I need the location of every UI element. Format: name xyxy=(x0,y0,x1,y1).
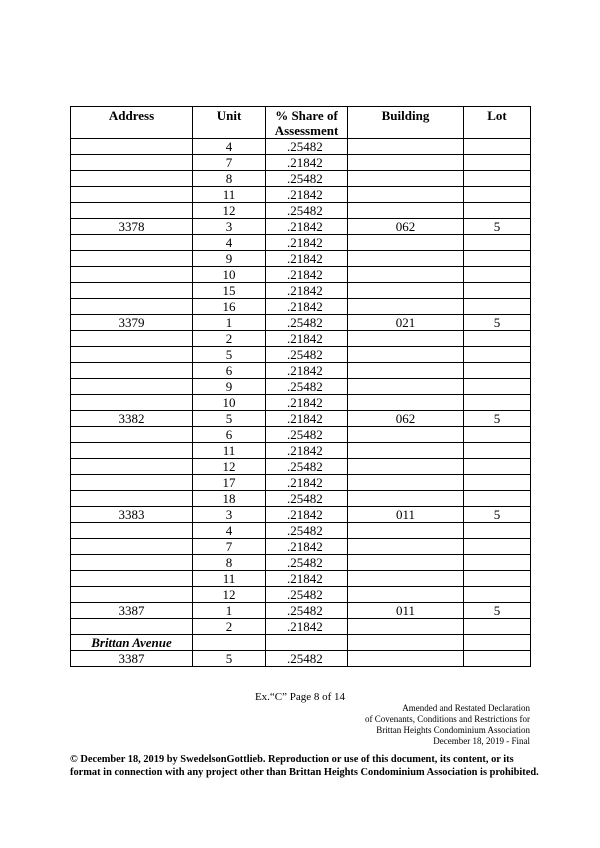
table-body xyxy=(71,139,531,667)
cell-building: 011 xyxy=(348,603,464,619)
table-row xyxy=(71,539,531,555)
cell-unit: 7 xyxy=(193,539,266,555)
table-row xyxy=(71,235,531,251)
cell-unit: 17 xyxy=(193,475,266,491)
cell-share: .21842 xyxy=(266,619,348,635)
cell-lot xyxy=(464,203,531,219)
table-row xyxy=(71,219,531,235)
cell-address xyxy=(71,283,193,299)
cell-share: .21842 xyxy=(266,331,348,347)
cell-building xyxy=(348,155,464,171)
cell-share: .25482 xyxy=(266,171,348,187)
cell-building: 062 xyxy=(348,411,464,427)
cell-building xyxy=(348,523,464,539)
header-building: Building xyxy=(348,107,464,139)
cell-lot: 5 xyxy=(464,411,531,427)
cell-unit: 10 xyxy=(193,395,266,411)
cell-lot: 5 xyxy=(464,603,531,619)
cell-unit: 9 xyxy=(193,251,266,267)
cell-address xyxy=(71,267,193,283)
cell-address: 3387 xyxy=(71,603,193,619)
cell-address xyxy=(71,395,193,411)
cell-lot xyxy=(464,539,531,555)
document-note xyxy=(365,703,530,747)
cell-building xyxy=(348,379,464,395)
cell-share: .25482 xyxy=(266,587,348,603)
cell-share: .25482 xyxy=(266,603,348,619)
cell-building xyxy=(348,395,464,411)
cell-unit: 2 xyxy=(193,331,266,347)
cell-building xyxy=(348,651,464,667)
table-row xyxy=(71,283,531,299)
cell-address xyxy=(71,619,193,635)
cell-lot xyxy=(464,459,531,475)
cell-building: 021 xyxy=(348,315,464,331)
cell-lot xyxy=(464,571,531,587)
header-share-line2: Assessment xyxy=(274,123,339,138)
table-row xyxy=(71,203,531,219)
cell-lot xyxy=(464,139,531,155)
cell-unit: 4 xyxy=(193,523,266,539)
cell-unit: 18 xyxy=(193,491,266,507)
cell-address xyxy=(71,299,193,315)
table-row xyxy=(71,491,531,507)
cell-address: 3387 xyxy=(71,651,193,667)
cell-unit: 11 xyxy=(193,571,266,587)
cell-share: .21842 xyxy=(266,283,348,299)
cell-share: .25482 xyxy=(266,523,348,539)
cell-address xyxy=(71,331,193,347)
cell-share: .25482 xyxy=(266,427,348,443)
table-row xyxy=(71,331,531,347)
empty-cell xyxy=(348,635,464,651)
cell-building xyxy=(348,443,464,459)
table-row xyxy=(71,459,531,475)
table-row xyxy=(71,587,531,603)
cell-share: .21842 xyxy=(266,443,348,459)
cell-share: .21842 xyxy=(266,155,348,171)
cell-address xyxy=(71,379,193,395)
cell-building xyxy=(348,139,464,155)
table-row xyxy=(71,251,531,267)
cell-address xyxy=(71,555,193,571)
cell-lot xyxy=(464,331,531,347)
cell-lot xyxy=(464,651,531,667)
section-label: Brittan Avenue xyxy=(71,635,193,651)
cell-share: .21842 xyxy=(266,571,348,587)
cell-share: .25482 xyxy=(266,459,348,475)
cell-address xyxy=(71,587,193,603)
cell-share: .25482 xyxy=(266,651,348,667)
cell-unit: 4 xyxy=(193,235,266,251)
cell-address xyxy=(71,171,193,187)
assessment-table xyxy=(70,106,531,667)
cell-share: .25482 xyxy=(266,347,348,363)
cell-lot xyxy=(464,443,531,459)
cell-share: .21842 xyxy=(266,235,348,251)
table-row xyxy=(71,171,531,187)
cell-building: 062 xyxy=(348,219,464,235)
note-line: of Covenants, Conditions and Restrictions for xyxy=(365,714,530,724)
cell-share: .21842 xyxy=(266,363,348,379)
cell-lot xyxy=(464,187,531,203)
cell-share: .25482 xyxy=(266,491,348,507)
cell-address xyxy=(71,427,193,443)
cell-address: 3383 xyxy=(71,507,193,523)
cell-unit: 2 xyxy=(193,619,266,635)
cell-address xyxy=(71,523,193,539)
table-row xyxy=(71,507,531,523)
cell-building xyxy=(348,235,464,251)
cell-building xyxy=(348,267,464,283)
table-row xyxy=(71,379,531,395)
cell-lot xyxy=(464,299,531,315)
cell-address xyxy=(71,155,193,171)
cell-building xyxy=(348,475,464,491)
note-line: Brittan Heights Condominium Association xyxy=(376,725,530,735)
cell-lot xyxy=(464,523,531,539)
table-row xyxy=(71,475,531,491)
cell-building xyxy=(348,363,464,379)
cell-building xyxy=(348,427,464,443)
note-line: Amended and Restated Declaration xyxy=(402,703,530,713)
header-share xyxy=(266,107,348,139)
cell-share: .21842 xyxy=(266,267,348,283)
cell-share: .21842 xyxy=(266,411,348,427)
cell-address xyxy=(71,139,193,155)
empty-cell xyxy=(464,635,531,651)
cell-lot xyxy=(464,619,531,635)
cell-address xyxy=(71,187,193,203)
cell-building xyxy=(348,459,464,475)
table-row xyxy=(71,299,531,315)
cell-building: 011 xyxy=(348,507,464,523)
cell-address xyxy=(71,443,193,459)
page-number: Ex.“C” Page 8 of 14 xyxy=(254,691,346,703)
note-line: December 18, 2019 - Final xyxy=(433,736,530,746)
cell-lot xyxy=(464,171,531,187)
cell-unit: 3 xyxy=(193,507,266,523)
cell-address xyxy=(71,459,193,475)
table-row xyxy=(71,363,531,379)
table-row xyxy=(71,651,531,667)
cell-unit: 9 xyxy=(193,379,266,395)
header-share-line1: % Share of xyxy=(275,108,338,123)
table-row xyxy=(71,523,531,539)
cell-lot xyxy=(464,555,531,571)
cell-lot xyxy=(464,235,531,251)
cell-lot: 5 xyxy=(464,315,531,331)
cell-address xyxy=(71,571,193,587)
cell-address xyxy=(71,235,193,251)
cell-address xyxy=(71,363,193,379)
cell-unit: 10 xyxy=(193,267,266,283)
cell-share: .21842 xyxy=(266,475,348,491)
cell-unit: 1 xyxy=(193,315,266,331)
cell-building xyxy=(348,539,464,555)
cell-share: .25482 xyxy=(266,203,348,219)
cell-lot xyxy=(464,427,531,443)
table-row xyxy=(71,187,531,203)
cell-address xyxy=(71,347,193,363)
cell-unit: 3 xyxy=(193,219,266,235)
cell-building xyxy=(348,187,464,203)
cell-share: .21842 xyxy=(266,187,348,203)
cell-building xyxy=(348,587,464,603)
section-row xyxy=(71,635,531,651)
table-row xyxy=(71,411,531,427)
cell-building xyxy=(348,283,464,299)
cell-unit: 5 xyxy=(193,651,266,667)
cell-share: .25482 xyxy=(266,315,348,331)
cell-lot xyxy=(464,283,531,299)
empty-cell xyxy=(266,635,348,651)
cell-unit: 15 xyxy=(193,283,266,299)
cell-share: .25482 xyxy=(266,555,348,571)
table-row xyxy=(71,443,531,459)
cell-address xyxy=(71,491,193,507)
cell-address xyxy=(71,203,193,219)
cell-lot xyxy=(464,587,531,603)
cell-building xyxy=(348,491,464,507)
cell-lot xyxy=(464,379,531,395)
table-row xyxy=(71,571,531,587)
cell-unit: 11 xyxy=(193,443,266,459)
cell-share: .25482 xyxy=(266,379,348,395)
table-row xyxy=(71,395,531,411)
cell-building xyxy=(348,619,464,635)
cell-unit: 6 xyxy=(193,363,266,379)
table-row xyxy=(71,139,531,155)
table-row xyxy=(71,555,531,571)
cell-share: .25482 xyxy=(266,139,348,155)
cell-share: .21842 xyxy=(266,507,348,523)
table-row xyxy=(71,427,531,443)
cell-lot xyxy=(464,251,531,267)
cell-unit: 12 xyxy=(193,459,266,475)
cell-lot xyxy=(464,491,531,507)
cell-unit: 8 xyxy=(193,555,266,571)
cell-building xyxy=(348,571,464,587)
header-address: Address xyxy=(71,107,193,139)
table-header xyxy=(71,107,531,139)
cell-address xyxy=(71,539,193,555)
cell-building xyxy=(348,299,464,315)
cell-building xyxy=(348,251,464,267)
cell-unit: 16 xyxy=(193,299,266,315)
header-lot: Lot xyxy=(464,107,531,139)
cell-unit: 6 xyxy=(193,427,266,443)
cell-unit: 12 xyxy=(193,587,266,603)
table-row xyxy=(71,347,531,363)
cell-building xyxy=(348,203,464,219)
cell-address xyxy=(71,475,193,491)
copyright-notice: © December 18, 2019 by SwedelsonGottlieb. Reproduction or use of this document, its content, or its format in connection with any project other than Brittan Heights Condominium Association is prohibited. xyxy=(70,754,539,778)
cell-building xyxy=(348,555,464,571)
cell-unit: 7 xyxy=(193,155,266,171)
cell-unit: 12 xyxy=(193,203,266,219)
cell-lot xyxy=(464,267,531,283)
cell-address xyxy=(71,251,193,267)
cell-lot xyxy=(464,475,531,491)
cell-lot xyxy=(464,363,531,379)
cell-share: .21842 xyxy=(266,539,348,555)
cell-unit: 5 xyxy=(193,347,266,363)
cell-building xyxy=(348,331,464,347)
table-row xyxy=(71,267,531,283)
cell-unit: 1 xyxy=(193,603,266,619)
cell-building xyxy=(348,171,464,187)
table-row xyxy=(71,155,531,171)
table-row xyxy=(71,603,531,619)
header-unit: Unit xyxy=(193,107,266,139)
cell-unit: 5 xyxy=(193,411,266,427)
header-row xyxy=(71,107,531,139)
cell-address: 3378 xyxy=(71,219,193,235)
cell-unit: 11 xyxy=(193,187,266,203)
cell-lot xyxy=(464,347,531,363)
cell-address: 3382 xyxy=(71,411,193,427)
cell-share: .21842 xyxy=(266,251,348,267)
cell-lot xyxy=(464,395,531,411)
cell-lot: 5 xyxy=(464,219,531,235)
cell-unit: 8 xyxy=(193,171,266,187)
cell-share: .21842 xyxy=(266,299,348,315)
cell-building xyxy=(348,347,464,363)
cell-lot xyxy=(464,155,531,171)
table-row xyxy=(71,315,531,331)
cell-unit: 4 xyxy=(193,139,266,155)
cell-share: .21842 xyxy=(266,395,348,411)
empty-cell xyxy=(193,635,266,651)
cell-lot: 5 xyxy=(464,507,531,523)
table-row xyxy=(71,619,531,635)
cell-share: .21842 xyxy=(266,219,348,235)
cell-address: 3379 xyxy=(71,315,193,331)
